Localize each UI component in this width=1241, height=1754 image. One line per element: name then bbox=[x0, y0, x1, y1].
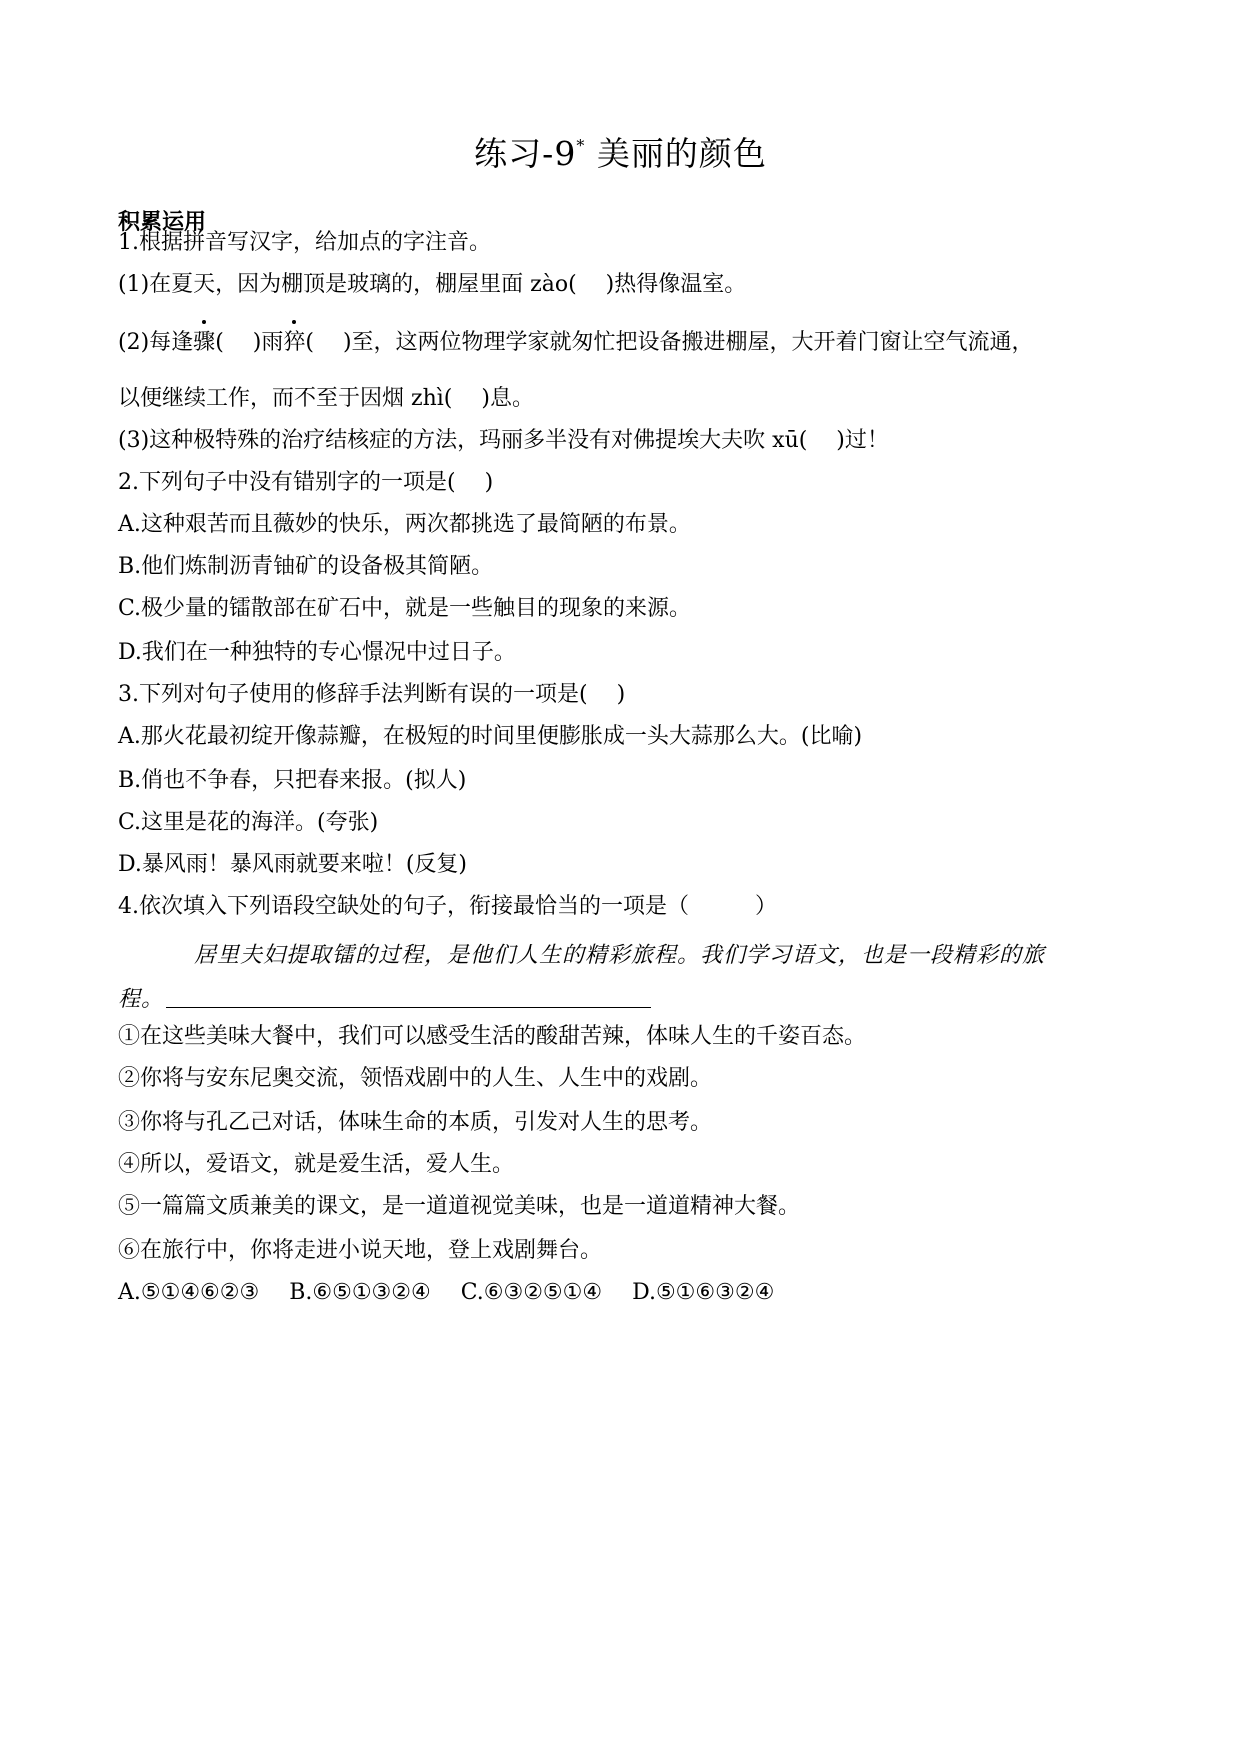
title-rest: 美丽的颜色 bbox=[596, 134, 767, 173]
q4-sentence-3: ③你将与孔乙己对话，体味生命的本质，引发对人生的思考。 bbox=[118, 1110, 713, 1135]
q4-passage-line-2 bbox=[118, 982, 1128, 1013]
q3-option-b: B.俏也不争春，只把春来报。(拟人) bbox=[118, 768, 467, 793]
q4-option-b: B.⑥⑤①③②④ bbox=[289, 1280, 431, 1305]
answer-blank bbox=[166, 985, 651, 1008]
q1-item-2-continued: 以便继续工作，而不至于因烟 zhì( )息。 bbox=[118, 386, 534, 411]
q1-item-2-part-b: ( )雨 bbox=[215, 330, 284, 355]
q4-option-c: C.⑥③②⑤①④ bbox=[460, 1280, 603, 1305]
title-main: 练习-9 bbox=[474, 134, 577, 173]
q4-stem: 4.依次填入下列语段空缺处的句子，衔接最恰当的一项是（ ） bbox=[118, 894, 777, 919]
q1-item-2-part-a: (2)每逢 bbox=[118, 330, 194, 355]
q4-passage-end: 程。 bbox=[118, 987, 165, 1012]
q2-option-b: B.他们炼制沥青铀矿的设备极其简陋。 bbox=[118, 554, 494, 579]
page-title bbox=[0, 128, 1241, 175]
q2-option-a: A.这种艰苦而且薇妙的快乐，两次都挑选了最简陋的布景。 bbox=[118, 512, 691, 537]
q2-option-d: D.我们在一种独特的专心憬况中过日子。 bbox=[118, 640, 516, 665]
q4-sentence-2: ②你将与安东尼奥交流，领悟戏剧中的人生、人生中的戏剧。 bbox=[118, 1066, 713, 1091]
q4-options bbox=[118, 1278, 804, 1308]
q1-item-2-part-c: ( )至，这两位物理学家就匆忙把设备搬进棚屋，大开着门窗让空气流通， bbox=[305, 330, 1034, 355]
q4-option-d: D.⑤①⑥③②④ bbox=[632, 1280, 775, 1305]
section-heading: 积累运用 bbox=[118, 210, 207, 235]
q3-option-c: C.这里是花的海洋。(夸张) bbox=[118, 810, 379, 835]
q2-stem: 2.下列句子中没有错别字的一项是( ) bbox=[118, 470, 494, 495]
q1-stem: 1.根据拼音写汉字，给加点的字注音。 bbox=[118, 230, 491, 255]
dotted-char-2: 猝 bbox=[283, 330, 306, 355]
q4-option-a: A.⑤①④⑥②③ bbox=[118, 1280, 260, 1305]
q4-sentence-4: ④所以，爱语文，就是爱生活，爱人生。 bbox=[118, 1152, 515, 1177]
q3-option-a: A.那火花最初绽开像蒜瓣，在极短的时间里便膨胀成一头大蒜那么大。(比喻) bbox=[118, 724, 863, 749]
q4-passage-line-1: 居里夫妇提取镭的过程，是他们人生的精彩旅程。我们学习语文，也是一段精彩的旅 bbox=[194, 943, 1046, 968]
q1-item-3: (3)这种极特殊的治疗结核症的方法，玛丽多半没有对佛提埃大夫吹 xū( )过！ bbox=[118, 428, 889, 453]
dotted-char-1: 骤 bbox=[193, 330, 216, 355]
q4-sentence-1: ①在这些美味大餐中，我们可以感受生活的酸甜苦辣，体味人生的千姿百态。 bbox=[118, 1024, 867, 1049]
q4-sentence-6: ⑥在旅行中，你将走进小说天地，登上戏剧舞台。 bbox=[118, 1238, 603, 1263]
q3-stem: 3.下列对句子使用的修辞手法判断有误的一项是( ) bbox=[118, 682, 626, 707]
q3-option-d: D.暴风雨！暴风雨就要来啦！(反复) bbox=[118, 852, 468, 877]
title-star: * bbox=[576, 136, 586, 155]
q1-item-2 bbox=[118, 328, 1034, 358]
q2-option-c: C.极少量的镭散部在矿石中，就是一些触目的现象的来源。 bbox=[118, 596, 692, 621]
q1-item-1: (1)在夏天，因为棚顶是玻璃的，棚屋里面 zào( )热得像温室。 bbox=[118, 272, 747, 297]
q4-sentence-5: ⑤一篇篇文质兼美的课文，是一道道视觉美味，也是一道道精神大餐。 bbox=[118, 1194, 801, 1219]
